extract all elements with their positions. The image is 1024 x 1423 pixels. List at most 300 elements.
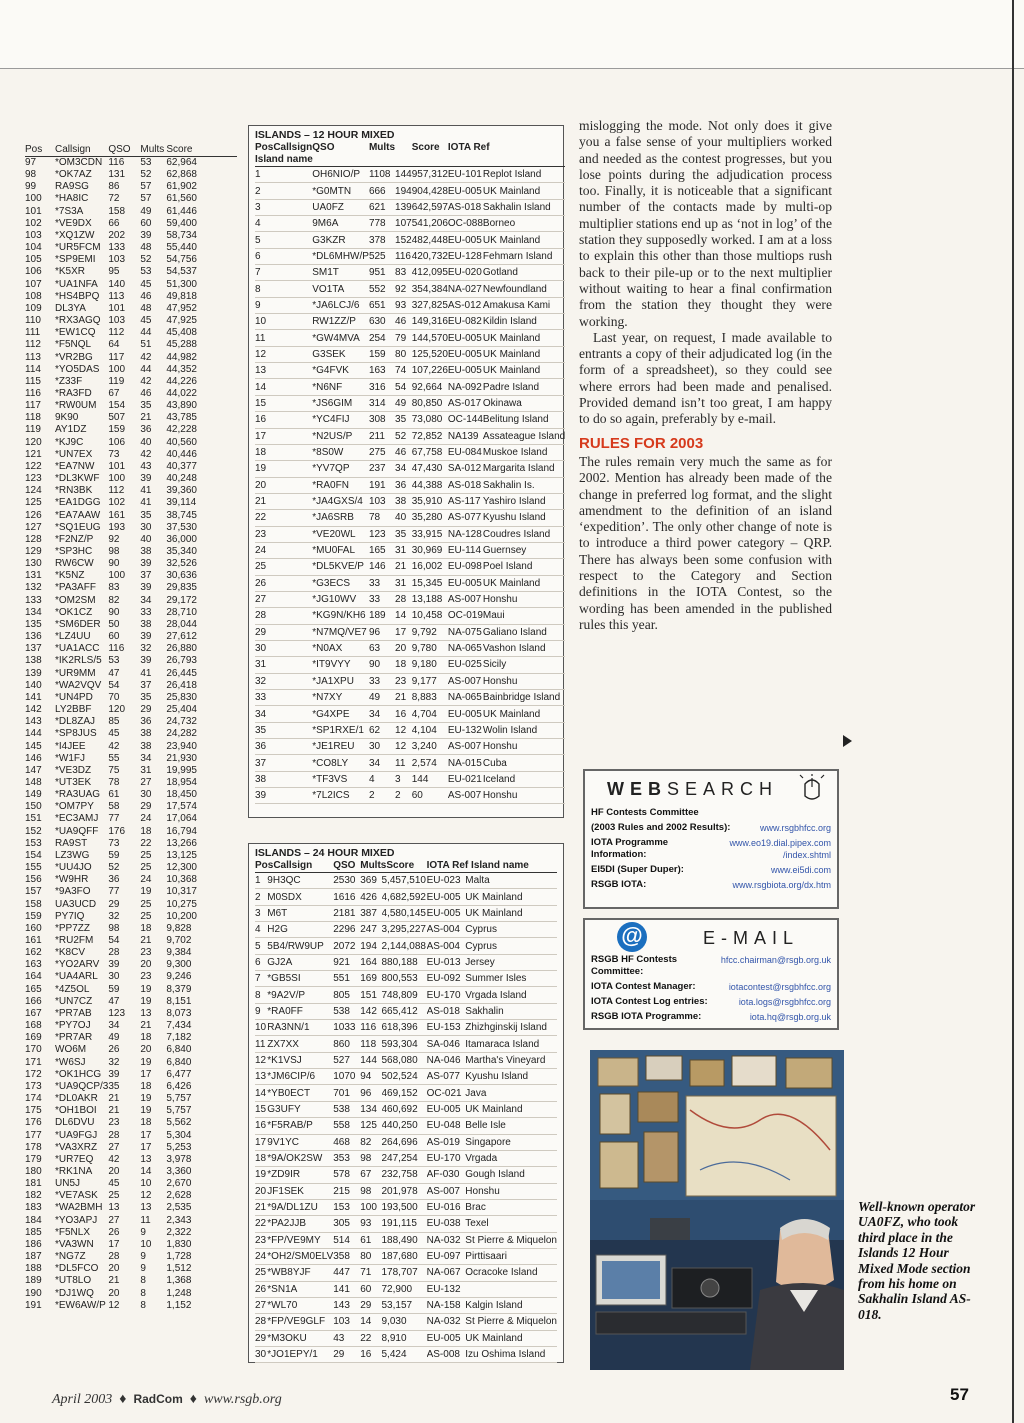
table-cell: 32 [140, 643, 152, 655]
table-cell: 3,360 [166, 1165, 192, 1177]
table-row [255, 510, 565, 526]
table-cell: 118 [25, 412, 41, 424]
table-cell: 247,254 [382, 1150, 427, 1166]
table-cell: 48 [140, 242, 152, 254]
table-cell: *TF3VS [312, 771, 369, 787]
table-cell: *OM7PY [55, 801, 94, 813]
table-cell: 8 [140, 1299, 146, 1311]
table-cell: 144 [412, 771, 448, 787]
table-cell: 52 [108, 862, 120, 874]
email-link[interactable]: iota.logs@rsgbhfcc.org [738, 997, 831, 1007]
table-cell: 23 [395, 673, 412, 689]
table-row [25, 1117, 237, 1129]
table-cell: 24 [255, 1248, 267, 1264]
table-cell: 921 [333, 954, 360, 970]
table-cell: OC-019 [448, 608, 483, 624]
table-cell: *FP/VE9MY [267, 1232, 333, 1248]
web-link[interactable]: www.eo19.dial.pipex.com /index.shtml [729, 838, 831, 860]
table-cell: UK Mainland [483, 183, 565, 199]
table-cell: 116 [108, 643, 125, 655]
table-cell: Kalgin Island [465, 1297, 557, 1313]
table-cell: 31 [255, 657, 312, 673]
table-row [25, 1057, 237, 1069]
table-cell: 112 [108, 485, 125, 497]
table-row [25, 558, 237, 570]
table-cell: UK Mainland [483, 232, 565, 248]
table-cell: 122 [25, 460, 42, 472]
table-cell: 152 [395, 232, 412, 248]
table-cell: 38 [140, 546, 152, 557]
table-row [25, 291, 237, 303]
photo-caption: Well-known operator UA0FZ, who took third place in the Islands 12 Hour Mixed Mode section from his home on Sakhalin Island AS-018. [858, 1199, 976, 1322]
table-cell: 145 [25, 740, 42, 752]
table-cell: 1070 [333, 1069, 360, 1085]
table-cell: 308 [369, 412, 395, 428]
operator-photo [590, 1050, 844, 1370]
table-cell: *PA2JJB [267, 1216, 333, 1232]
table-cell: *7L2ICS [312, 788, 369, 804]
table-cell: 34 [108, 1020, 120, 1032]
table-cell: 1033 [333, 1020, 360, 1036]
table-row [25, 510, 237, 522]
table-cell: 40,248 [166, 473, 197, 485]
table-cell: 3 [255, 905, 267, 921]
table-cell: H2G [267, 922, 333, 938]
table-cell: 4,580,145 [382, 905, 427, 921]
table-cell: 19 [140, 1093, 152, 1105]
table-cell: 13 [255, 363, 312, 379]
table-cell: 215 [333, 1183, 360, 1199]
table-cell: 80 [360, 1248, 381, 1264]
table-cell: *UA9QFF [55, 825, 99, 837]
table-cell: 51,300 [166, 278, 197, 290]
table-cell: 120 [25, 436, 42, 448]
table-cell: WO6M [55, 1044, 87, 1056]
table-cell: 143 [25, 716, 42, 728]
table-cell: 53 [140, 266, 152, 278]
table-cell: 63 [369, 640, 395, 656]
table-cell: Gough Island [465, 1167, 557, 1183]
table-row [25, 169, 237, 181]
table-cell: 21 [140, 935, 152, 946]
table-cell: 90 [108, 606, 120, 618]
table-cell: 94 [360, 1069, 381, 1085]
table-cell: 39 [140, 473, 152, 485]
table-cell: NA-092 [448, 379, 483, 395]
table-cell: 126 [25, 509, 42, 521]
col-poscallsign: PosCallsign [255, 142, 313, 153]
table-cell: Replot Island [483, 167, 565, 183]
diamond-icon: ♦ [186, 1392, 201, 1407]
table-cell: 38 [140, 740, 152, 752]
table-cell: *ZD9IR [267, 1167, 333, 1183]
table-cell: NA-027 [448, 281, 483, 297]
table-cell: 35,340 [166, 546, 197, 557]
table-cell: UK Mainland [465, 905, 557, 921]
table-cell: 141 [333, 1281, 360, 1297]
table-cell: 117 [108, 351, 125, 363]
table-row [25, 1008, 237, 1020]
table-cell: *UA1ACC [55, 643, 100, 655]
table-cell: 3 [255, 199, 312, 215]
table-cell: GJ2A [267, 954, 333, 970]
table-cell: 9,828 [166, 922, 192, 934]
table-cell: 58,734 [166, 229, 197, 241]
web-link[interactable]: www.rsgbhfcc.org [759, 823, 831, 833]
table-cell: 8,151 [166, 995, 192, 1007]
email-link[interactable]: iotacontest@rsgbhfcc.org [728, 982, 831, 992]
table-cell: 621 [369, 199, 395, 215]
table-row [25, 765, 237, 777]
table-row [25, 376, 237, 388]
table-cell: 131 [108, 169, 126, 181]
table-cell: 9 [255, 1003, 267, 1019]
table-cell: 46 [140, 387, 152, 399]
table-cell: 193 [108, 521, 126, 533]
table-cell: DL6DVU [55, 1117, 95, 1129]
table-cell: 42 [140, 448, 152, 460]
table-cell: 92 [395, 281, 412, 297]
table-cell: 30 [255, 640, 312, 656]
table-cell: 29,835 [166, 582, 197, 594]
table-cell: 17 [140, 1129, 152, 1141]
table-cell: 29 [333, 1346, 360, 1362]
table-cell: Pirttisaari [465, 1248, 557, 1264]
table-cell: *RX3AGQ [55, 315, 101, 327]
table-cell: *DL5KVE/P [312, 559, 369, 575]
table-cell: 187 [25, 1251, 42, 1263]
table-cell: 101 [108, 460, 126, 472]
table-cell: Margarita Island [483, 461, 565, 477]
table-cell: EU-084 [448, 444, 483, 460]
table-cell: 67 [360, 1167, 381, 1183]
table-cell: 5,424 [382, 1346, 427, 1362]
table-cell: 1,512 [166, 1263, 192, 1275]
table-cell: 60 [360, 1281, 381, 1297]
table-cell: *JA6SRB [312, 510, 369, 526]
table-cell: *OK1CZ [55, 606, 93, 618]
table-cell: Malta [465, 873, 557, 889]
table-cell: *EA1DGG [55, 497, 101, 509]
email-link[interactable]: hfcc.chairman@rsgb.org.uk [720, 955, 831, 965]
table-cell: 49 [369, 690, 395, 706]
table-cell: 593,304 [382, 1036, 427, 1052]
col-qso: QSO [108, 144, 140, 157]
table-cell: AS-007 [448, 739, 483, 755]
table-cell: *JA4GXS/4 [312, 493, 369, 509]
table-cell: 49 [395, 395, 412, 411]
table-cell: 25 [140, 862, 152, 874]
table-cell: 860 [333, 1036, 360, 1052]
table-cell: 264,696 [382, 1134, 427, 1150]
table-row [25, 1178, 237, 1190]
table-row [255, 1003, 557, 1019]
table-cell: VO1TA [312, 281, 369, 297]
table-row [255, 1052, 557, 1068]
table-cell: 72 [108, 193, 120, 205]
table-cell: 800,553 [382, 971, 427, 987]
table-cell: 60 [412, 788, 448, 804]
table-cell: 99 [25, 181, 37, 193]
table-cell: *GB5SI [267, 971, 333, 987]
table-cell: 125,520 [412, 346, 448, 362]
table-cell: 159 [369, 346, 395, 362]
table-cell: *PA3AFF [55, 582, 96, 594]
table-cell: 568,080 [382, 1052, 427, 1068]
table-cell: 5,457,510 [382, 873, 427, 889]
table-cell: 110 [25, 315, 41, 327]
table-cell: 119 [25, 424, 41, 436]
table-cell: 67 [108, 387, 120, 399]
table-cell: 17 [255, 428, 312, 444]
table-row [25, 449, 237, 461]
panel-title: WEBSEARCH [607, 779, 779, 799]
table-cell: 6 [255, 248, 312, 264]
table-cell: 748,809 [382, 987, 427, 1003]
table-cell: Honshu [465, 1183, 557, 1199]
table-cell: *VA3WN [55, 1238, 94, 1250]
table-cell: 103 [333, 1314, 360, 1330]
table-cell: EU-005 [427, 905, 466, 921]
table-cell: NA-065 [448, 690, 483, 706]
table-cell: 100 [108, 570, 126, 582]
table-cell: 59,400 [166, 217, 197, 229]
table-cell: 107 [395, 216, 412, 232]
table-cell: 33 [369, 591, 395, 607]
table-cell: 163 [369, 363, 395, 379]
table-cell: 120 [108, 704, 126, 716]
table-cell: 52 [140, 169, 152, 181]
table-row [25, 400, 237, 412]
table-cell: 45,288 [166, 339, 197, 351]
table-cell: SA-046 [427, 1036, 466, 1052]
table-cell: 13,125 [166, 849, 197, 861]
table-cell: 34 [369, 706, 395, 722]
table-cell: 11 [395, 755, 412, 771]
table-cell: 538 [333, 1101, 360, 1117]
table-cell: 19 [255, 461, 312, 477]
table-cell: 42 [140, 351, 152, 363]
table-cell: 6,426 [166, 1080, 192, 1092]
table-cell: 19 [140, 983, 152, 995]
table-cell: *SM6DER [55, 618, 101, 630]
table-cell: 9,180 [412, 657, 448, 673]
table-cell: 1,152 [166, 1299, 192, 1311]
table-cell: NA-032 [427, 1314, 466, 1330]
table-cell: 39 [140, 655, 152, 667]
table-cell: *PR7AB [55, 1007, 92, 1019]
table-cell: Vashon Island [483, 640, 565, 656]
table-row [25, 364, 237, 376]
table-cell: 111 [25, 327, 41, 339]
table-cell: 316 [369, 379, 395, 395]
table-cell: 9M6A [312, 216, 369, 232]
table-cell: Amakusa Kami [483, 297, 565, 313]
table-cell: 18 [140, 825, 152, 837]
table-cell: 28 [395, 591, 412, 607]
diamond-icon: ♦ [115, 1392, 130, 1407]
table-cell: Honshu [483, 673, 565, 689]
table-cell: EU-038 [427, 1216, 466, 1232]
table-cell: Belitung Island [483, 412, 565, 428]
table-cell: 24,282 [166, 728, 197, 740]
web-link[interactable]: www.rsgbiota.org/dx.htm [732, 880, 831, 890]
table-cell: 48 [140, 302, 152, 314]
table-row [255, 1330, 557, 1346]
table-cell: 38 [395, 493, 412, 509]
table-cell: 124 [25, 485, 42, 497]
table-cell: 5 [255, 232, 312, 248]
table-cell: OC-088 [448, 216, 483, 232]
table-cell: 28 [108, 947, 120, 959]
table-cell: *NG7Z [55, 1251, 86, 1263]
email-row: IOTA Contest Manager: iotacontest@rsgbhfcc.org [591, 981, 831, 992]
table-cell: 191 [369, 477, 395, 493]
table-cell: 12 [395, 722, 412, 738]
table-cell: *OM2SM [55, 594, 96, 606]
table-row [25, 157, 237, 170]
table-row [25, 923, 237, 935]
table-cell: 101 [108, 302, 126, 314]
table-cell: 30 [140, 789, 152, 801]
table-cell: 18 [255, 444, 312, 460]
table-cell: 189 [369, 608, 395, 624]
table-row [255, 1069, 557, 1085]
table-row [25, 850, 237, 862]
table-cell: 49,818 [166, 290, 197, 302]
table-cell: 36 [108, 874, 120, 886]
table-cell: 18,450 [166, 789, 197, 801]
table-cell: 353 [333, 1150, 360, 1166]
table-cell: *M3OKU [267, 1330, 333, 1346]
table-cell: *RW0UM [55, 400, 97, 412]
table-cell: 128 [25, 533, 42, 545]
table-cell: Fehmarn Island [483, 248, 565, 264]
table-cell: 25 [140, 898, 152, 910]
table-cell: *SP3HC [55, 546, 93, 557]
table-cell: *RA3UAG [55, 789, 101, 801]
table-row [25, 193, 237, 205]
table-cell: 97 [25, 157, 37, 168]
table-cell: Muskoe Island [483, 444, 565, 460]
table-cell: *4Z5OL [55, 983, 90, 995]
table-cell: 116 [108, 157, 125, 168]
table-cell: 25,830 [166, 691, 197, 703]
table-cell: 13 [140, 1153, 152, 1165]
link-row: (2003 Rules and 2002 Results): www.rsgbhfcc.org [591, 822, 831, 833]
table-cell: 426 [360, 889, 381, 905]
table-cell: 178 [25, 1141, 42, 1153]
table-cell: 14 [395, 608, 412, 624]
table-cell: 2,144,088 [382, 938, 427, 954]
table-cell: 61 [108, 789, 120, 801]
table-cell: *SQ1EUG [55, 521, 101, 533]
table-cell: 10,275 [166, 898, 197, 910]
web-link[interactable]: www.ei5di.com [770, 865, 831, 875]
table-cell: 2,322 [166, 1226, 192, 1238]
table-row [25, 473, 237, 485]
table-cell: *EC3AMJ [55, 813, 99, 825]
table-cell: 30,969 [412, 542, 448, 558]
table-cell: 178,707 [382, 1265, 427, 1281]
table-cell: 10,317 [166, 886, 197, 898]
table-cell: 160 [25, 922, 42, 934]
table-cell: 146 [369, 559, 395, 575]
table-cell: NA-158 [427, 1297, 466, 1313]
table-cell: EU-132 [448, 722, 483, 738]
table-cell: 27 [108, 1214, 120, 1226]
table-cell: 778 [369, 216, 395, 232]
table-cell: *DJ1WQ [55, 1287, 94, 1299]
table-cell: 100 [108, 363, 126, 375]
table-cell: Cuba [483, 755, 565, 771]
website-url[interactable]: www.rsgb.org [203, 1392, 282, 1407]
table-cell: 25,404 [166, 704, 197, 716]
table-cell: 26,880 [166, 643, 197, 655]
table-cell: 61,560 [166, 193, 197, 205]
table-cell: EU-025 [448, 657, 483, 673]
table-cell: 64 [108, 339, 120, 351]
table-cell: 121 [25, 448, 42, 460]
table-cell: 2 [255, 889, 267, 905]
table-row [255, 905, 557, 921]
table-row [25, 680, 237, 692]
table-cell: 41 [140, 497, 152, 509]
table-row [255, 199, 565, 215]
table-cell: *VE20WL [312, 526, 369, 542]
table-cell: AS-017 [448, 395, 483, 411]
email-link[interactable]: iota.hq@rsgb.org.uk [749, 1012, 831, 1022]
table-cell: 60 [108, 631, 120, 643]
table-cell: 9,780 [412, 640, 448, 656]
table-cell: 25 [108, 1190, 120, 1202]
table-cell: AS-117 [448, 493, 483, 509]
table-cell: *EW6AW/P [55, 1299, 106, 1311]
table-cell: 123 [25, 473, 42, 485]
table-row [255, 1297, 557, 1313]
table-row [25, 874, 237, 886]
table-cell: 2296 [333, 922, 360, 938]
table-cell: 665,412 [382, 1003, 427, 1019]
table-cell: *PP7ZZ [55, 922, 91, 934]
table-row [25, 789, 237, 801]
table-cell: *W9HR [55, 874, 89, 886]
table-cell: *UN7EX [55, 448, 93, 460]
table-cell: 95 [108, 266, 120, 278]
table-row [25, 218, 237, 230]
table-cell: *RU2FM [55, 935, 94, 946]
table-cell: 247 [360, 922, 381, 938]
table-cell: 21,930 [166, 752, 197, 764]
table-cell: 181 [25, 1178, 42, 1190]
table-cell: 701 [333, 1085, 360, 1101]
table-cell: 538 [333, 1003, 360, 1019]
table-cell: 174 [25, 1093, 42, 1105]
paragraph: Last year, on request, I made available to entrants a copy of their adjudicated log (in the form of a spreadsheet), so they could see where errors had been made and penalised. Provided demand isn’t too great, I am happy to do so again, preferably by e-mail. [579, 329, 832, 427]
table-cell: 24 [140, 874, 152, 886]
page-number: 57 [950, 1385, 969, 1404]
table-cell: 190 [25, 1287, 42, 1299]
table-cell: 154 [108, 400, 126, 412]
table-cell: 37 [140, 679, 152, 691]
table-row [25, 1263, 237, 1275]
islands-24-hour-mixed-table [248, 843, 564, 1363]
table-cell: 21 [108, 1093, 120, 1105]
table-row [255, 542, 565, 558]
table-cell: 114 [25, 363, 41, 375]
table-cell: UA3UCD [55, 898, 97, 910]
table-cell: EU-005 [448, 232, 483, 248]
